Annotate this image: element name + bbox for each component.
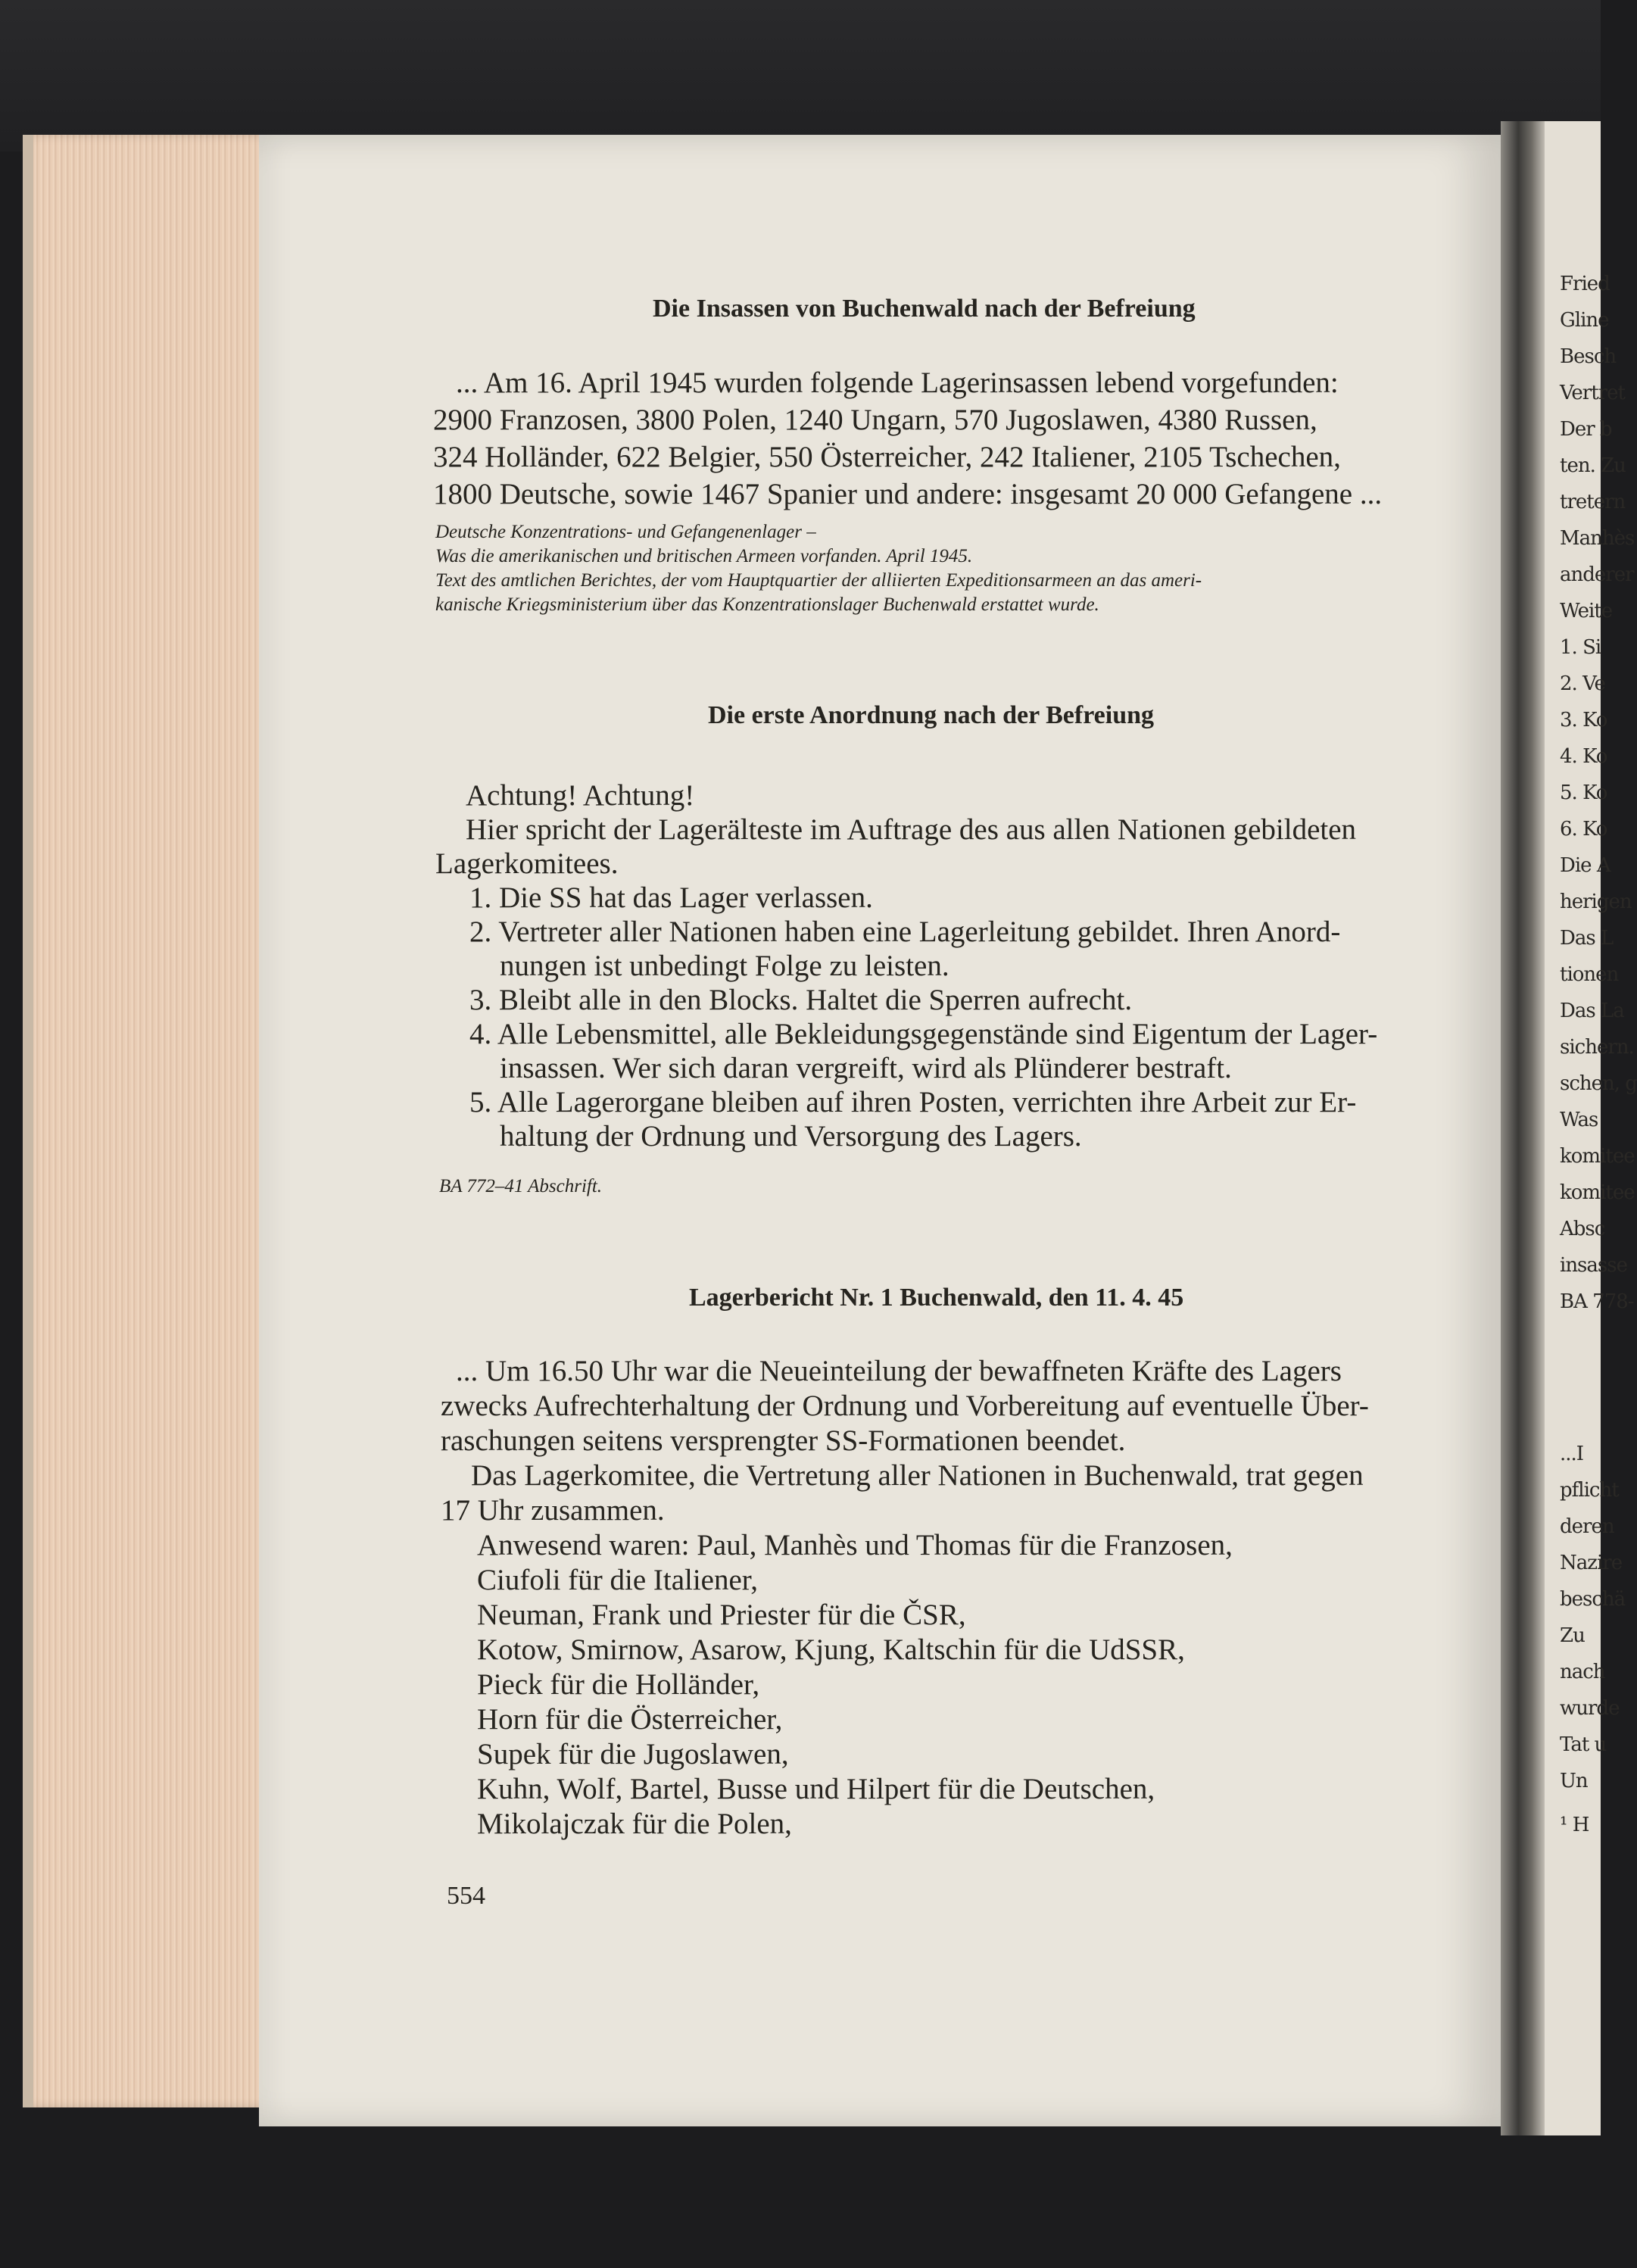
next-page-fragment: Was bbox=[1560, 1109, 1598, 1131]
body-line: Mikolajczak für die Polen, bbox=[477, 1808, 792, 1840]
next-page-fragment: Nazire bbox=[1560, 1552, 1623, 1574]
next-page-fragment: Das La bbox=[1560, 1000, 1624, 1022]
next-page-fragment: insasse bbox=[1560, 1254, 1627, 1277]
next-page-fragment: pflicht bbox=[1560, 1479, 1619, 1502]
next-page-fragment: tionen bbox=[1560, 963, 1619, 986]
body-line: Das Lagerkomitee, die Vertretung aller Nationen in Buchenwald, trat gegen bbox=[471, 1459, 1364, 1492]
body-line: 4. Alle Lebensmittel, alle Bekleidungsgegenstände sind Eigentum der Lager- bbox=[469, 1018, 1378, 1050]
body-line: 2. Vertreter aller Nationen haben eine Lagerleitung gebildet. Ihren Anord- bbox=[469, 916, 1341, 948]
section-heading-erste-anordnung: Die erste Anordnung nach der Befreiung bbox=[708, 701, 1155, 729]
next-page-partial bbox=[1545, 121, 1637, 2135]
dark-background bbox=[0, 0, 1601, 151]
body-line: insassen. Wer sich daran vergreift, wird als Plünderer bestraft. bbox=[500, 1052, 1232, 1084]
next-page-fragment: ¹ H bbox=[1560, 1814, 1589, 1836]
next-page-fragment: Der b bbox=[1560, 418, 1612, 441]
next-page-fragment: komitee bbox=[1560, 1145, 1635, 1168]
body-line: 3. Bleibt alle in den Blocks. Haltet die Sperren aufrecht. bbox=[469, 984, 1133, 1016]
book-gutter bbox=[1501, 121, 1545, 2135]
body-line: nungen ist unbedingt Folge zu leisten. bbox=[500, 950, 949, 982]
next-page-fragment: 6. Ko bbox=[1560, 818, 1607, 841]
body-line: Anwesend waren: Paul, Manhès und Thomas für die Franzosen, bbox=[477, 1529, 1233, 1561]
book-page-edges bbox=[23, 135, 276, 2107]
next-page-fragment: wurde bbox=[1560, 1697, 1620, 1720]
source-line: Deutsche Konzentrations- und Gefangenenlager – bbox=[435, 522, 816, 542]
next-page-fragment: anderer bbox=[1560, 563, 1634, 586]
next-page-fragment: deren bbox=[1560, 1515, 1614, 1538]
next-page-fragment: Un bbox=[1560, 1770, 1588, 1792]
section-heading-befreiung-insassen: Die Insassen von Buchenwald nach der Befreiung bbox=[653, 295, 1196, 323]
body-line: Kotow, Smirnow, Asarow, Kjung, Kaltschin für die UdSSR, bbox=[477, 1633, 1185, 1666]
page-number: 554 bbox=[447, 1882, 485, 1910]
next-page-fragment: Besch bbox=[1560, 345, 1617, 368]
next-page-fragment: 5. Ko bbox=[1560, 781, 1607, 804]
body-line: 1800 Deutsche, sowie 1467 Spanier und andere: insgesamt 20 000 Gefangene ... bbox=[433, 478, 1383, 510]
body-line: Supek für die Jugoslawen, bbox=[477, 1738, 789, 1770]
next-page-fragment: Fried bbox=[1560, 273, 1610, 295]
body-line: 1. Die SS hat das Lager verlassen. bbox=[469, 881, 873, 914]
body-line: zwecks Aufrechterhaltung der Ordnung und Vorbereitung auf eventuelle Über- bbox=[441, 1390, 1369, 1422]
next-page-fragment: Tat u bbox=[1560, 1733, 1607, 1756]
next-page-fragment: komitee bbox=[1560, 1181, 1635, 1204]
body-line: ... Um 16.50 Uhr war die Neueinteilung der bewaffneten Kräfte des Lagers bbox=[456, 1355, 1342, 1387]
next-page-fragment: herigen bbox=[1560, 891, 1632, 913]
next-page-fragment: Die A bbox=[1560, 854, 1610, 877]
body-line: 2900 Franzosen, 3800 Polen, 1240 Ungarn, 570 Jugoslawen, 4380 Russen, bbox=[433, 404, 1317, 436]
next-page-fragment: 1. Si bbox=[1560, 636, 1601, 659]
next-page-fragment: Manhès bbox=[1560, 527, 1635, 550]
next-page-fragment: sichern. bbox=[1560, 1036, 1634, 1059]
body-line: 324 Holländer, 622 Belgier, 550 Österreicher, 242 Italiener, 2105 Tschechen, bbox=[433, 441, 1341, 473]
body-line: 5. Alle Lagerorgane bleiben auf ihren Posten, verrichten ihre Arbeit zur Er- bbox=[469, 1086, 1357, 1118]
source-line: kanische Kriegsministerium über das Konzentrationslager Buchenwald erstattet wurde. bbox=[435, 594, 1099, 615]
next-page-fragment: tretern bbox=[1560, 491, 1626, 513]
next-page-fragment: BA 778- bbox=[1560, 1290, 1634, 1313]
next-page-fragment: Gline bbox=[1560, 309, 1609, 332]
body-line: Pieck für die Holländer, bbox=[477, 1668, 760, 1701]
body-line: Hier spricht der Lagerälteste im Auftrage des aus allen Nationen gebildeten bbox=[466, 813, 1357, 846]
next-page-fragment: ...I bbox=[1560, 1443, 1584, 1465]
section-heading-lagerbericht: Lagerbericht Nr. 1 Buchenwald, den 11. 4. 45 bbox=[689, 1284, 1184, 1312]
source-line: BA 772–41 Abschrift. bbox=[439, 1176, 603, 1196]
body-line: Ciufoli für die Italiener, bbox=[477, 1564, 758, 1596]
source-line: Was die amerikanischen und britischen Armeen vorfanden. April 1945. bbox=[435, 546, 973, 566]
body-line: Achtung! Achtung! bbox=[466, 779, 695, 812]
next-page-fragment: Vertret bbox=[1560, 382, 1625, 404]
body-line: raschungen seitens versprengter SS-Formationen beendet. bbox=[441, 1424, 1126, 1457]
body-line: Kuhn, Wolf, Bartel, Busse und Hilpert für die Deutschen, bbox=[477, 1773, 1155, 1805]
body-line: Neuman, Frank und Priester für die ČSR, bbox=[477, 1599, 966, 1631]
next-page-fragment: 2. Ve bbox=[1560, 672, 1605, 695]
next-page-fragment: nach bbox=[1560, 1661, 1605, 1683]
next-page-fragment: Weite bbox=[1560, 600, 1613, 622]
next-page-fragment: 3. Ko bbox=[1560, 709, 1607, 732]
body-line: ... Am 16. April 1945 wurden folgende Lagerinsassen lebend vorgefunden: bbox=[456, 367, 1339, 399]
next-page-fragment: Zu bbox=[1560, 1624, 1585, 1647]
body-line: haltung der Ordnung und Versorgung des Lagers. bbox=[500, 1120, 1082, 1153]
next-page-fragment: Absc bbox=[1560, 1218, 1605, 1240]
next-page-fragment: ten. Zu bbox=[1560, 454, 1626, 477]
next-page-fragment: beschä bbox=[1560, 1588, 1626, 1611]
next-page-fragment: Das L bbox=[1560, 927, 1614, 950]
body-line: Horn für die Österreicher, bbox=[477, 1703, 783, 1736]
body-line: Lagerkomitees. bbox=[435, 847, 619, 880]
next-page-fragment: schen, g bbox=[1560, 1072, 1637, 1095]
source-line: Text des amtlichen Berichtes, der vom Hauptquartier der alliierten Expeditionsarmeen an das ameri- bbox=[435, 570, 1202, 591]
body-line: 17 Uhr zusammen. bbox=[441, 1494, 665, 1527]
next-page-fragment: 4. Ko bbox=[1560, 745, 1607, 768]
